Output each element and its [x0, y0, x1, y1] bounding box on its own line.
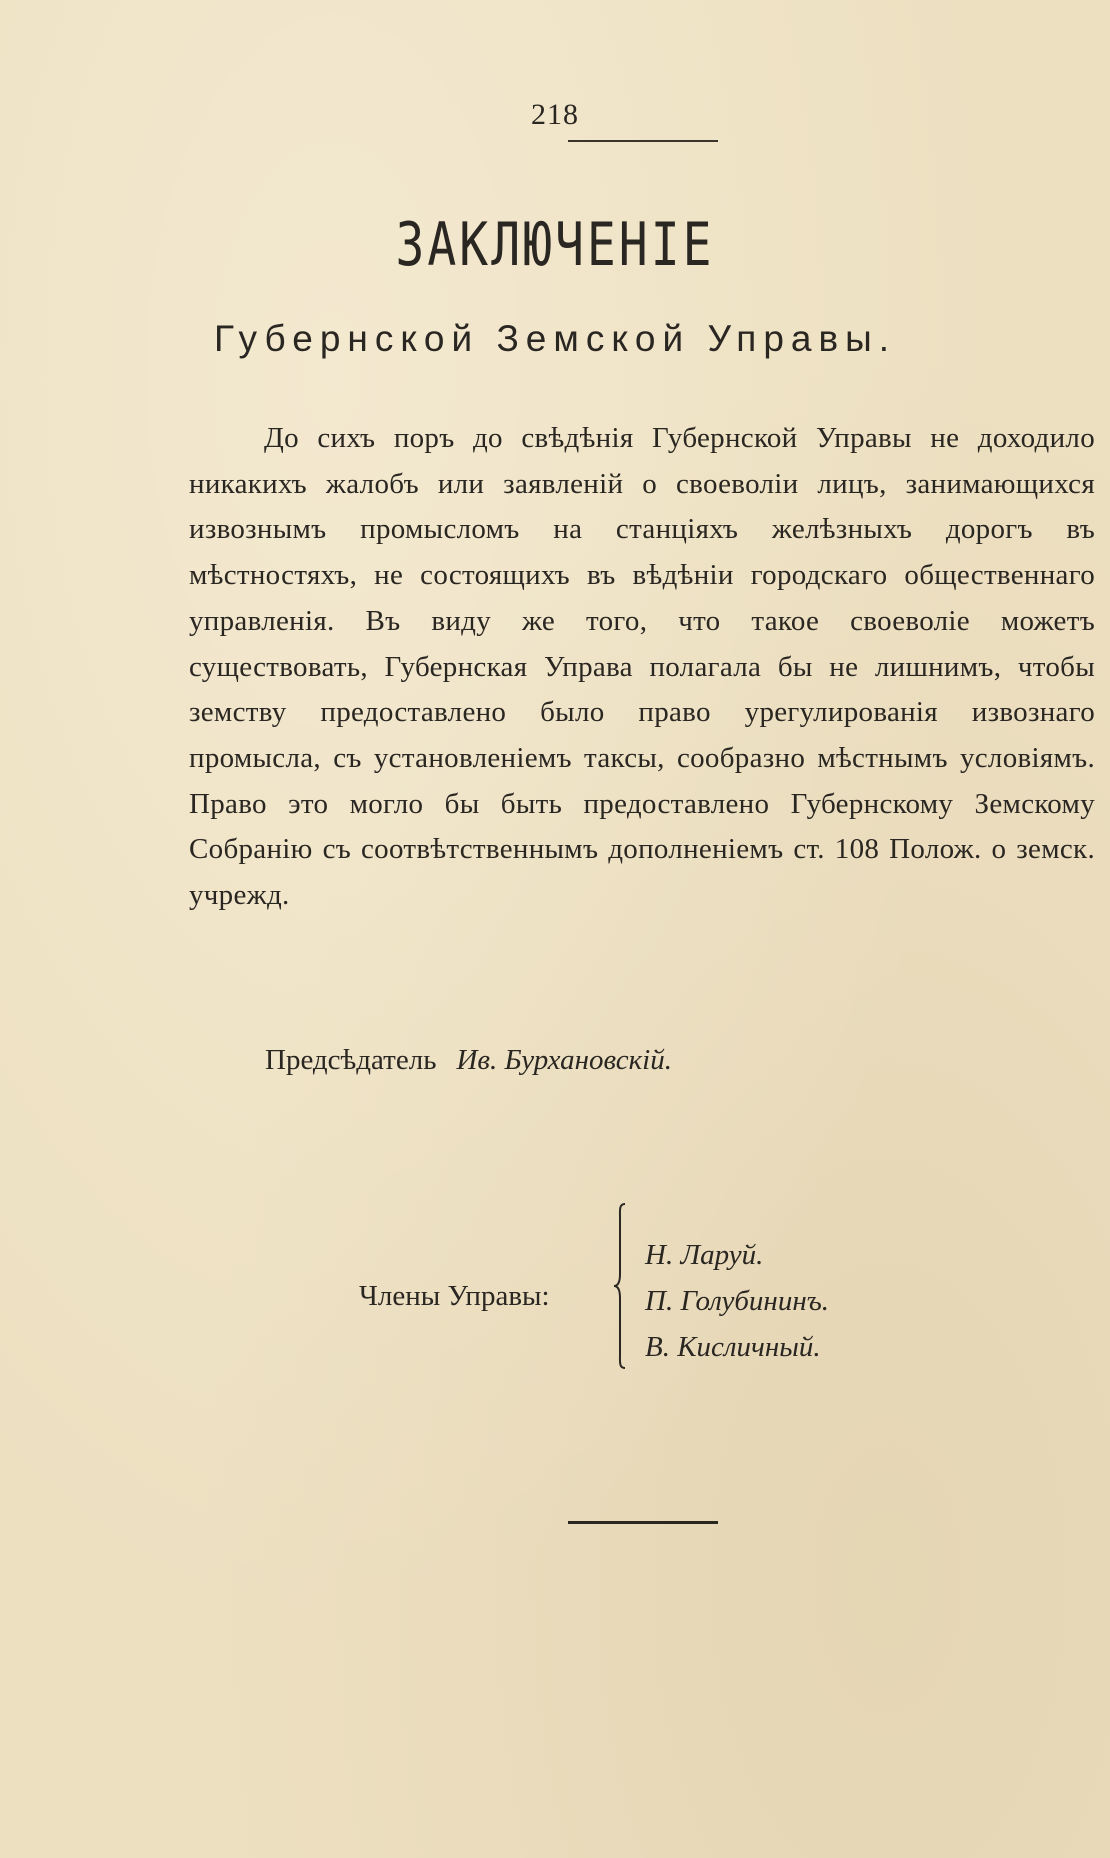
chairman-name: Ив. Бурхановскій. [456, 1044, 672, 1076]
member-name: П. Голубининъ. [645, 1285, 830, 1317]
page-subtitle: Губернской Земской Управы. [213, 318, 897, 359]
end-rule [568, 1521, 718, 1524]
chairman-title: Предсѣдатель [265, 1044, 437, 1076]
members-list [645, 1232, 829, 1370]
member-name: В. Кисличный. [645, 1331, 821, 1363]
page-title: ЗАКЛЮЧЕНІЕ [395, 210, 715, 280]
member-name: Н. Ларуй. [645, 1239, 764, 1271]
body-paragraph: До сихъ поръ до свѣдѣнія Губернской Управы не доходило никакихъ жалобъ или заявленій о своеволіи лицъ, занимающихся извознымъ промысломъ на станціяхъ желѣзныхъ дорогъ въ мѣстностяхъ, не состоящихъ въ вѣдѣніи городскаго общественнаго управленія. Въ виду же того, что такое своеволіе можетъ существовать, Губернская Управа полагала бы не лишнимъ, чтобы земству предоставлено было право урегулированія извознаго промысла, съ установленіемъ таксы, сообразно мѣстнымъ условіямъ. Право это могло бы быть предоставлено Губернскому Земскому Собранію съ соотвѣтственнымъ дополненіемъ ст. 108 Полож. о земск. учрежд. [189, 422, 1095, 912]
members-brace [612, 1202, 628, 1370]
page-number-rule [568, 140, 718, 142]
page-number: 218 [531, 98, 579, 131]
members-label: Члены Управы: [359, 1280, 550, 1312]
chairman-signature [265, 1044, 672, 1077]
